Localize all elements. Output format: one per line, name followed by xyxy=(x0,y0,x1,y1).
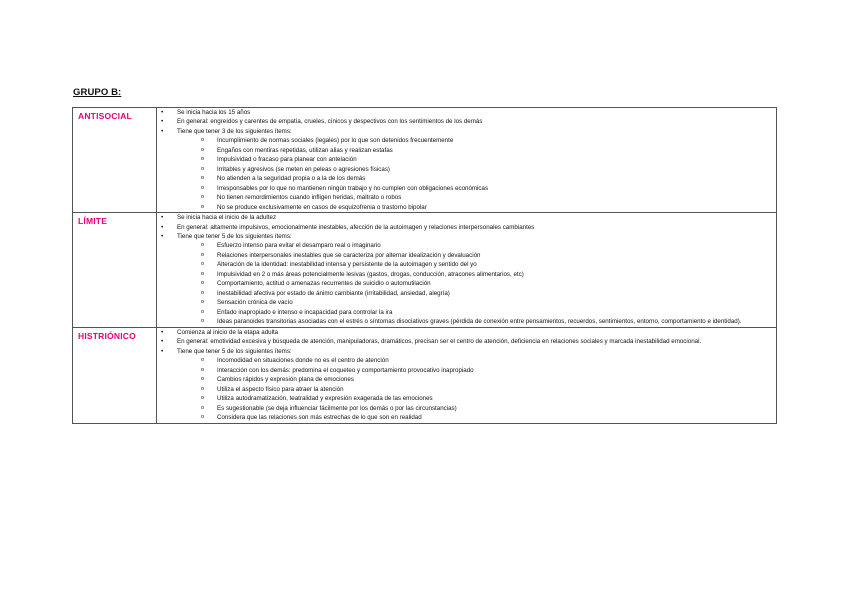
row-content-cell xyxy=(157,327,777,423)
sub-list-item: o Comportamiento, actitud o amenazas recurrentes de suicidio o automutilación xyxy=(177,279,776,289)
sub-list-item: o No tienen remordimientos cuando infligen heridas, maltrato o robos xyxy=(177,193,776,203)
sub-list-item: o Utiliza autodramatización, teatralidad y expresión exagerada de las emociones xyxy=(177,394,776,404)
sub-list-item: o Irritables y agresivos (se meten en peleas o agresiones físicas) xyxy=(177,165,776,175)
sub-list-item: o Utiliza el aspecto físico para atraer la atención xyxy=(177,385,776,395)
list-item: • Se inicia hacia el inicio de la adultez xyxy=(157,213,776,222)
list-item: • En general: altamente impulsivos, emocionalmente inestables, afección de la autoimagen y relaciones interpersonales cambiantes xyxy=(157,223,776,232)
sub-list-item: o Incumplimiento de normas sociales (legales) por lo que son detenidos frecuentemente xyxy=(177,136,776,146)
row-content-cell xyxy=(157,108,777,213)
sub-list-item: o Inestabilidad afectiva por estado de ánimo cambiante (irritabilidad, ansiedad, alegría) xyxy=(177,289,776,299)
section-heading: GRUPO B: xyxy=(73,87,122,98)
sub-list-item: o Ideas paranoides transitorias asociadas con el estrés o síntomas disociativos graves (pérdida de conexión entre pensamientos, recuerdos, sentimientos, entorno, comportamiento e identidad). xyxy=(177,317,776,327)
sub-list-item: o Engaños con mentiras repetidas, utilizan alias y realizan estafas xyxy=(177,146,776,156)
list-item: • Se inicia hacia los 15 años xyxy=(157,108,776,117)
sub-list-item: o Es sugestionable (se deja influenciar fácilmente por los demás o por las circunstancias) xyxy=(177,404,776,414)
sub-list-item: o No atienden a la seguridad propia o a la de los demás xyxy=(177,174,776,184)
row-label-cell xyxy=(73,213,157,328)
list-item: • Comienza al inicio de la etapa adulta xyxy=(157,328,776,337)
sub-list-item: o Impulsividad o fracaso para planear con antelación xyxy=(177,155,776,165)
sub-list-item: o Considera que las relaciones son más estrechas de lo que son en realidad xyxy=(177,413,776,423)
list-item xyxy=(157,232,776,327)
bullet-list xyxy=(157,328,776,423)
list-item: • En general: engreídos y carentes de empatía, crueles, cínicos y despectivos con los sentimientos de los demás xyxy=(157,117,776,126)
sub-list-item: o Enfado inapropiado e intenso e incapacidad para controlar la ira xyxy=(177,308,776,318)
list-item: • En general: emotividad excesiva y búsqueda de atención, manipuladoras, dramáticos, precisan ser el centro de atención, deficiencia en relaciones sociales y marcada inestabilidad emocional. xyxy=(157,337,776,346)
sub-list-item: o Incomodidad en situaciones donde no es el centro de atención xyxy=(177,356,776,366)
bullet-list xyxy=(157,108,776,212)
sub-list-item: o Interacción con los demás: predomina el coqueteo y comportamiento provocativo inapropiado xyxy=(177,366,776,376)
row-label: HISTRIÓNICO xyxy=(78,330,136,341)
sub-list xyxy=(177,136,776,212)
sub-list-item: o Alteración de la identidad: inestabilidad intensa y persistente de la autoimagen y sentido del yo xyxy=(177,260,776,270)
row-label-cell xyxy=(73,327,157,423)
row-label: ANTISOCIAL xyxy=(78,111,132,121)
bullet-list xyxy=(157,213,776,327)
sub-list-item: o Sensación crónica de vacío xyxy=(177,298,776,308)
list-item xyxy=(157,127,776,212)
sub-list-item: o Impulsividad en 2 o más áreas potencialmente lesivas (gastos, drogas, conducción, atracones alimentarios, etc) xyxy=(177,270,776,280)
sub-list-item: o Irresponsables por lo que no mantienen ningún trabajo y no cumplen con obligaciones económicas xyxy=(177,184,776,194)
row-label: LÍMITE xyxy=(78,216,108,227)
sub-list-item: o No se produce exclusivamente en casos de esquizofrenia o trastorno bipolar xyxy=(177,203,776,213)
sub-list-item: o Cambios rápidos y expresión plana de emociones xyxy=(177,375,776,385)
sub-list-item: o Esfuerzo intenso para evitar el desamparo real o imaginario xyxy=(177,241,776,251)
table-row xyxy=(73,108,777,213)
row-content-cell xyxy=(157,213,777,328)
list-item-text: Tiene que tener 5 de los siguientes ítems: xyxy=(177,347,292,355)
sub-list xyxy=(177,356,776,423)
list-item xyxy=(157,347,776,423)
list-item-text: Tiene que tener 3 de los siguientes ítems: xyxy=(177,127,292,135)
row-label-cell xyxy=(73,108,157,213)
list-item-text: Tiene que tener 5 de los siguientes ítems: xyxy=(177,233,292,241)
sub-list xyxy=(177,241,776,327)
table-row xyxy=(73,327,777,423)
table-row xyxy=(73,213,777,328)
sub-list-item: o Relaciones interpersonales inestables que se caracteriza por alternar idealización y devaluación xyxy=(177,251,776,261)
personality-table xyxy=(72,107,777,424)
